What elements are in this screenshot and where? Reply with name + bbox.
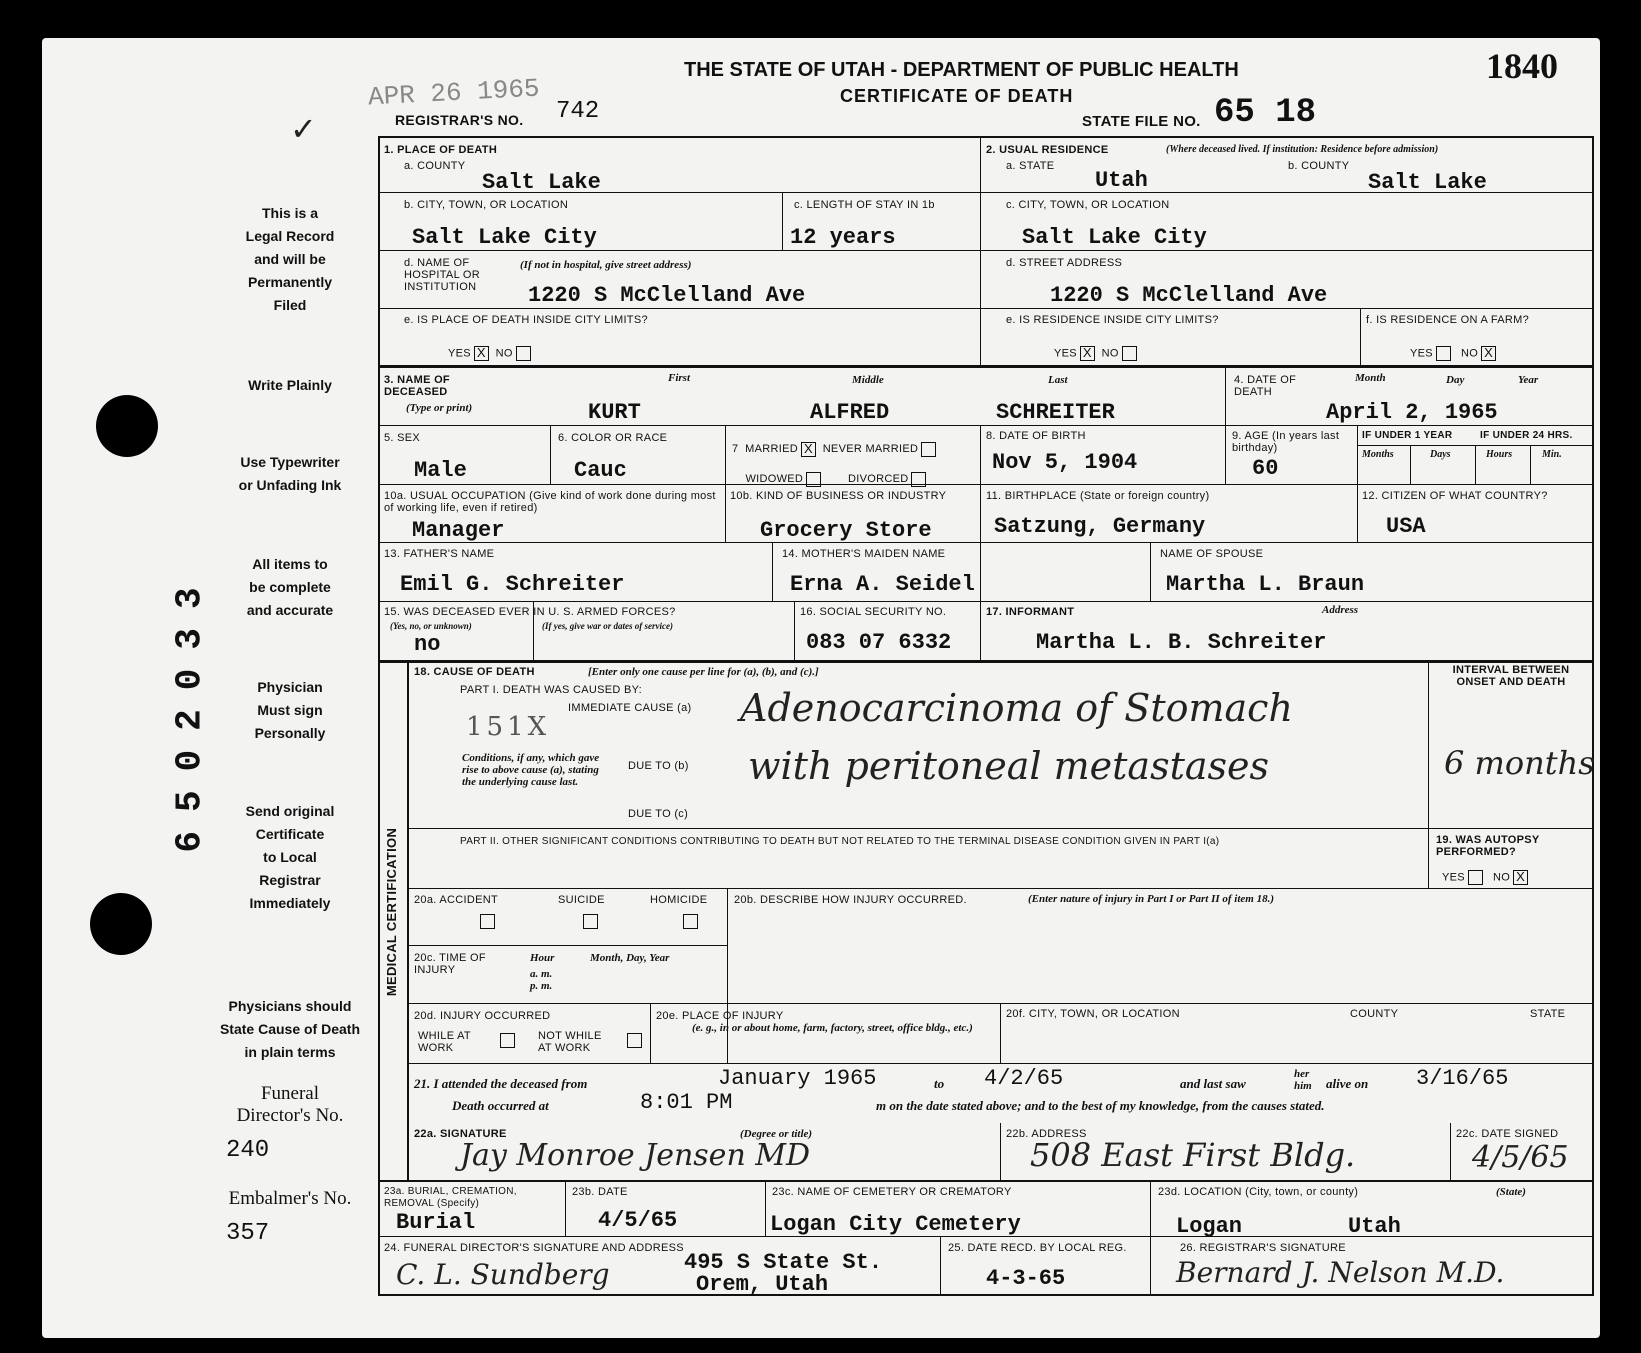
death-occurred-label: Death occurred at [452,1098,549,1113]
injury-city-label: 20f. CITY, TOWN, OR LOCATION [1006,1008,1180,1020]
stay-value: 12 years [790,225,896,250]
not-at-work-label: NOT WHILE AT WORK [538,1030,602,1054]
state-file-no: 65 18 [1214,94,1317,132]
last-name: SCHREITER [996,400,1115,425]
deceased-name-note: (Type or print) [406,402,473,414]
autopsy-options: YES NO X [1442,870,1528,885]
marital-status: 7 MARRIED X NEVER MARRIED WIDOWED DIVORCED [732,434,936,494]
res-county: Salt Lake [1368,170,1487,195]
check-mark: ✓ [290,111,317,147]
birthplace-label: 11. BIRTHPLACE (State or foreign country) [986,490,1210,502]
dod-day-label: Day [1446,374,1465,386]
informant-address-label: Address [1322,604,1359,616]
res-state: Utah [1095,168,1148,193]
never-married-checkbox[interactable] [921,442,936,457]
res-street: 1220 S McClelland Ave [1050,283,1328,308]
residence-note: (Where deceased lived. If institution: Residence before admission) [1166,144,1439,155]
divorced-checkbox[interactable] [911,472,926,487]
dod-month-label: Month [1355,372,1386,384]
burial-state: Utah [1348,1214,1401,1239]
stay-label: c. LENGTH OF STAY IN 1b [794,199,935,211]
date-stamp: APR 26 1965 [367,73,541,113]
disposition-label: 23a. BURIAL, CREMATION, REMOVAL (Specify) [384,1186,517,1209]
attended-from: January 1965 [718,1066,877,1091]
father-name: Emil G. Schreiter [400,572,625,597]
cause-of-death-note: [Enter only one cause per line for (a), (b), and (c).] [588,666,819,678]
physician-signature: Jay Monroe Jensen MD [460,1138,811,1173]
mother-label: 14. MOTHER'S MAIDEN NAME [782,548,946,560]
part2-label: PART II. OTHER SIGNIFICANT CONDITIONS CONTRIBUTING TO DEATH BUT NOT RELATED TO THE TERMINAL DISEASE CONDITION GIVEN IN PART I(a) [460,836,1220,847]
first-name: KURT [588,400,641,425]
medical-certification-label: MEDICAL CERTIFICATION [384,827,399,997]
side-note-physician: Physician Must sign Personally [254,679,326,741]
spouse-name: Martha L. Braun [1166,572,1365,597]
while-at-work-label: WHILE AT WORK [418,1030,471,1054]
injury-county-label: COUNTY [1350,1008,1399,1020]
funeral-director-address1: 495 S State St. [684,1250,883,1275]
race-label: 6. COLOR OR RACE [558,432,668,444]
armed-forces-note: (Yes, no, or unknown) [390,621,472,631]
state-file-label: STATE FILE NO. [1082,113,1201,130]
autopsy-label: 19. WAS AUTOPSY PERFORMED? [1436,834,1540,858]
pod-county: Salt Lake [482,170,601,195]
informant: Martha L. B. Schreiter [1036,630,1327,655]
hospital-label: d. NAME OF HOSPITAL OR INSTITUTION [404,257,481,293]
time-of-injury-label: 20c. TIME OF INJURY [414,952,486,976]
occupation-label: 10a. USUAL OCCUPATION (Give kind of work done during most of working life, even if retired) [384,490,716,514]
suicide-checkbox[interactable] [583,914,598,929]
res-inside-no-checkbox[interactable] [1122,346,1137,361]
interval: 6 months [1444,744,1595,782]
farm-label: f. IS RESIDENCE ON A FARM? [1366,314,1530,326]
farm-options: YES NO X [1410,346,1496,361]
death-occurred-tail: m on the date stated above; and to the best of my knowledge, from the causes stated. [876,1098,1325,1113]
while-at-work-checkbox[interactable] [500,1033,515,1048]
residence-label: 2. USUAL RESIDENCE [986,144,1109,156]
res-inside-options: YES X NO [1054,346,1137,361]
under-24-hrs-label: IF UNDER 24 HRS. [1480,430,1573,441]
place-of-injury-note: (e. g., in or about home, farm, factory, street, office bldg., etc.) [692,1022,973,1034]
min-label: Min. [1542,449,1562,460]
ampm-label: a. m. p. m. [530,968,553,992]
under-1-year-label: IF UNDER 1 YEAR [1362,430,1453,441]
cause-b: with peritoneal metastases [748,744,1269,788]
burial-date-label: 23b. DATE [572,1186,628,1198]
married-checkbox[interactable]: X [801,442,816,457]
res-county-label: b. COUNTY [1288,160,1350,172]
corner-number: 1840 [1486,46,1558,86]
funeral-director-no: 240 [226,1137,270,1164]
registrar-sig-label: 26. REGISTRAR'S SIGNATURE [1180,1242,1346,1254]
embalmer-no: 357 [226,1220,270,1247]
punch-hole-top [96,395,158,457]
burial-state-label: (State) [1496,1186,1526,1198]
alive-on: 3/16/65 [1416,1066,1509,1091]
age: 60 [1252,456,1279,481]
res-city: Salt Lake City [1022,225,1207,250]
res-city-label: c. CITY, TOWN, OR LOCATION [1006,199,1170,211]
registrar-signature: Bernard J. Nelson M.D. [1176,1256,1505,1289]
embalmer-label: Embalmer's No. [228,1188,352,1209]
birthplace: Satzung, Germany [994,514,1206,539]
physician-address: 508 East First Bldg. [1030,1136,1356,1174]
sex-label: 5. SEX [384,432,421,444]
res-street-label: d. STREET ADDRESS [1006,257,1123,269]
pod-city-label: b. CITY, TOWN, OR LOCATION [404,199,569,211]
hospital-address: 1220 S McClelland Ave [528,283,806,308]
hours-label: Hours [1486,449,1513,460]
immediate-cause-label: IMMEDIATE CAUSE (a) [568,702,692,714]
vertical-document-number: 6502033 [169,568,211,853]
date-of-birth: Nov 5, 1904 [992,450,1138,475]
last-saw-label: and last saw [1180,1076,1246,1091]
accident-checkbox[interactable] [480,914,495,929]
first-label: First [668,372,691,384]
armed-forces-label: 15. WAS DECEASED EVER IN U. S. ARMED FORCES? [384,606,676,618]
attended-label: 21. I attended the deceased from [414,1076,588,1091]
armed-forces: no [414,632,441,657]
dob-label: 8. DATE OF BIRTH [986,430,1086,442]
page-title: THE STATE OF UTAH - DEPARTMENT OF PUBLIC HEALTH [684,59,1239,81]
middle-label: Middle [852,374,884,386]
middle-name: ALFRED [810,400,890,425]
accident-label: 20a. ACCIDENT [414,894,498,906]
certificate-subtitle: CERTIFICATE OF DEATH [840,86,1074,106]
punch-hole-bottom [90,893,152,955]
burial-location-label: 23d. LOCATION (City, town, or county) [1158,1186,1359,1198]
res-state-label: a. STATE [1006,160,1055,172]
injury-how-label: 20b. DESCRIBE HOW INJURY OCCURRED. [734,894,967,906]
citizen: USA [1386,514,1426,539]
attended-to: 4/2/65 [984,1066,1064,1091]
autopsy-yes-checkbox[interactable] [1468,870,1483,885]
dod-year-label: Year [1518,374,1539,386]
pod-county-label: a. COUNTY [404,160,466,172]
disposition: Burial [396,1210,476,1235]
her-him-label: her him [1294,1068,1312,1092]
side-note-cause: Physicians should State Cause of Death in plain terms [219,998,361,1060]
alive-on-label: alive on [1326,1076,1369,1091]
registrar-no: 742 [556,98,600,125]
injury-how-note: (Enter nature of injury in Part I or Part II of item 18.) [1028,893,1275,905]
spouse-label: NAME OF SPOUSE [1160,548,1264,560]
deceased-name-label: 3. NAME OF DECEASED [384,374,450,398]
place-of-injury-label: 20e. PLACE OF INJURY [656,1010,784,1022]
due-to-b-label: DUE TO (b) [628,760,689,772]
burial-date: 4/5/65 [598,1208,678,1233]
farm-no-checkbox[interactable]: X [1481,346,1496,361]
disease-code: 151X [466,712,551,742]
physician-address-label: 22b. ADDRESS [1006,1128,1087,1140]
ssn-label: 16. SOCIAL SECURITY NO. [800,606,947,618]
pod-no-checkbox[interactable] [516,346,531,361]
date-of-death-label: 4. DATE OF DEATH [1234,374,1297,398]
place-of-death-label: 1. PLACE OF DEATH [384,144,498,156]
citizen-label: 12. CITIZEN OF WHAT COUNTRY? [1362,490,1548,502]
conditions-note: Conditions, if any, which gave rise to above cause (a), stating the underlying cause last. [462,752,600,788]
business-label: 10b. KIND OF BUSINESS OR INDUSTRY [730,490,947,502]
cemetery-label: 23c. NAME OF CEMETERY OR CREMATORY [772,1186,1012,1198]
res-inside-label: e. IS RESIDENCE INSIDE CITY LIMITS? [1006,314,1219,326]
injury-occurred-label: 20d. INJURY OCCURRED [414,1010,551,1022]
informant-label: 17. INFORMANT [986,606,1075,618]
months-label: Months [1362,449,1394,460]
cause-a: Adenocarcinoma of Stomach [740,686,1293,730]
farm-yes-checkbox[interactable] [1436,346,1451,361]
registrar-no-label: REGISTRAR'S NO. [395,112,524,128]
date-signed: 4/5/65 [1472,1140,1569,1175]
pod-yes-checkbox[interactable]: X [474,346,489,361]
father-label: 13. FATHER'S NAME [384,548,495,560]
pod-city: Salt Lake City [412,225,597,250]
not-at-work-checkbox[interactable] [627,1033,642,1048]
ssn: 083 07 6332 [806,630,952,655]
days-label: Days [1430,449,1451,460]
funeral-director-signature: C. L. Sundberg [396,1258,610,1291]
pod-inside-city-label: e. IS PLACE OF DEATH INSIDE CITY LIMITS? [404,314,648,326]
autopsy-no-checkbox[interactable]: X [1513,870,1528,885]
widowed-checkbox[interactable] [806,472,821,487]
side-note-legal: This is a Legal Record and will be Permanently Filed [245,205,335,313]
armed-forces-note2: (If yes, give war or dates of service) [542,621,673,631]
date-received-label: 25. DATE RECD. BY LOCAL REG. [948,1242,1127,1254]
sex: Male [414,458,467,483]
mdy-label: Month, Day, Year [590,952,670,964]
hospital-note: (If not in hospital, give street address) [520,259,692,271]
side-note-typewriter: Use Typewriter or Unfading Ink [238,454,342,493]
attended-to-label: to [934,1076,945,1091]
race: Cauc [574,458,627,483]
funeral-director-label: Funeral Director's No. [236,1083,344,1126]
res-inside-yes-checkbox[interactable]: X [1080,346,1095,361]
last-label: Last [1048,374,1068,386]
due-to-c-label: DUE TO (c) [628,808,689,820]
side-note-complete: All items to be complete and accurate [246,556,334,618]
side-note-send: Send original Certificate to Local Registrar Immediately [245,803,335,911]
funeral-director-address2: Orem, Utah [696,1272,829,1297]
signature-label: 22a. SIGNATURE [414,1128,507,1140]
age-label: 9. AGE (In years last birthday) [1232,430,1340,454]
death-time: 8:01 PM [640,1090,733,1115]
funeral-director-sig-label: 24. FUNERAL DIRECTOR'S SIGNATURE AND ADDRESS [384,1242,684,1254]
business: Grocery Store [760,518,932,543]
mother-name: Erna A. Seidel [790,572,975,597]
date-of-death: April 2, 1965 [1326,400,1498,425]
hour-label: Hour [530,952,555,964]
pod-inside-city-options: YES X NO [448,346,531,361]
side-note-write-plainly: Write Plainly [248,377,332,393]
injury-state-label: STATE [1530,1008,1566,1020]
cemetery: Logan City Cemetery [770,1212,1021,1237]
date-received: 4-3-65 [986,1266,1066,1291]
degree-label: (Degree or title) [740,1128,813,1140]
suicide-label: SUICIDE [558,894,605,906]
occupation: Manager [412,518,505,543]
date-signed-label: 22c. DATE SIGNED [1456,1128,1559,1140]
burial-city: Logan [1176,1214,1243,1239]
interval-label: INTERVAL BETWEEN ONSET AND DEATH [1452,664,1570,688]
homicide-label: HOMICIDE [650,894,708,906]
cause-of-death-label: 18. CAUSE OF DEATH [414,666,535,678]
homicide-checkbox[interactable] [683,914,698,929]
part1-label: PART I. DEATH WAS CAUSED BY: [460,684,642,696]
